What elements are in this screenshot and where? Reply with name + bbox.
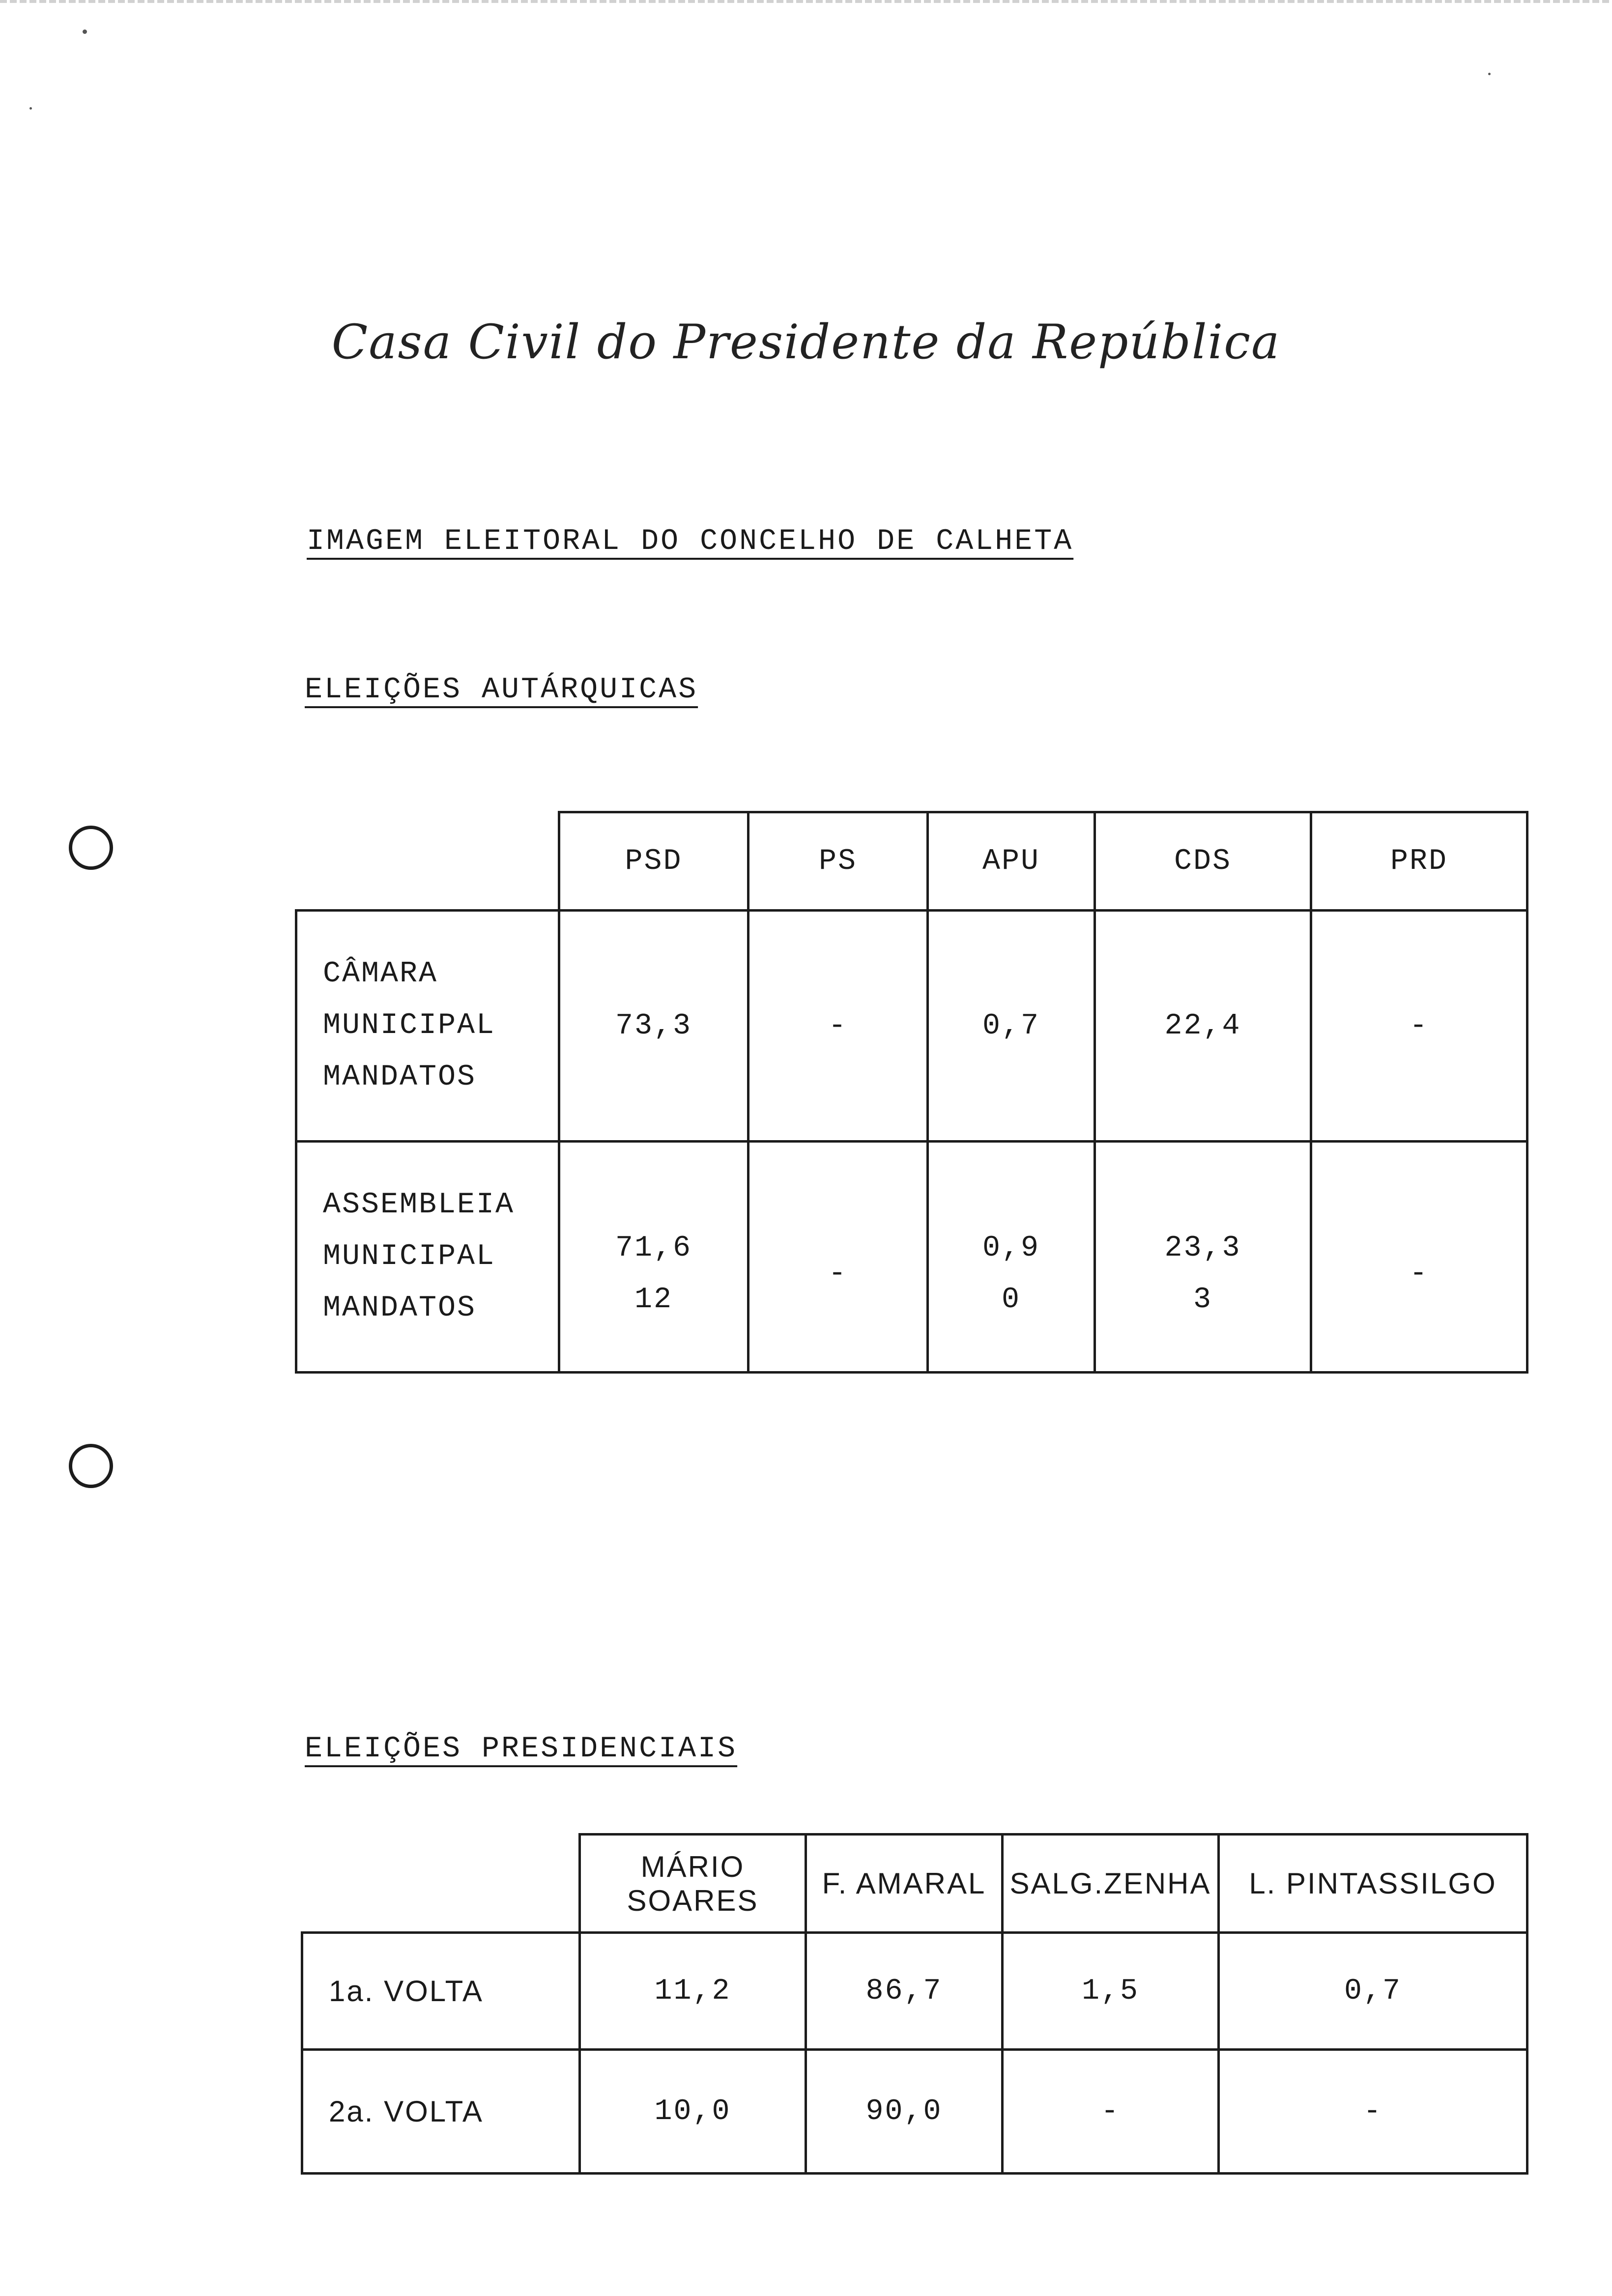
row-label-1a-volta: 1a. VOLTA	[302, 1933, 580, 2050]
cell-assembleia-prd	[1311, 1142, 1527, 1373]
cell-assembleia-psd	[559, 1142, 748, 1373]
table-corner	[296, 812, 559, 911]
cell-camara-prd	[1311, 911, 1527, 1142]
cell-percent: 0,9	[982, 1231, 1040, 1265]
cell-assembleia-ps	[748, 1142, 928, 1373]
row-label-line: MUNICIPAL	[323, 1009, 496, 1042]
scan-speck	[83, 29, 87, 34]
cell-mandatos: 0	[1001, 1283, 1021, 1317]
cell-percent: 23,3	[1164, 1231, 1241, 1265]
table-eleicoes-autarquicas	[295, 811, 1528, 1374]
scan-speck	[1488, 73, 1491, 75]
row-label-camara-municipal	[296, 911, 559, 1142]
column-header-apu: APU	[928, 812, 1095, 911]
cell-assembleia-apu	[928, 1142, 1095, 1373]
cell-percent: -	[828, 1009, 848, 1043]
row-label-line: CÂMARA	[323, 957, 438, 991]
column-header-ps: PS	[748, 812, 928, 911]
table-row-1a-volta	[302, 1933, 1527, 2050]
cell-1a-volta-mario-soares: 11,2	[580, 1933, 806, 2050]
cell-percent: -	[828, 1257, 848, 1291]
column-header-salg-zenha: SALG.ZENHA	[1003, 1835, 1219, 1933]
cell-camara-apu	[928, 911, 1095, 1142]
letterhead: Casa Civil do Presidente da República	[331, 315, 1281, 370]
row-label-line: MANDATOS	[323, 1292, 477, 1325]
table-eleicoes-presidenciais	[301, 1833, 1528, 2175]
table-row-camara-municipal	[296, 911, 1527, 1142]
cell-camara-cds	[1095, 911, 1311, 1142]
punch-hole-top	[69, 826, 113, 870]
table-header-row	[296, 812, 1527, 911]
table-header-row	[302, 1835, 1527, 1933]
punch-hole-bottom	[69, 1444, 113, 1488]
cell-percent: 71,6	[615, 1231, 692, 1265]
column-header-prd: PRD	[1311, 812, 1527, 911]
column-header-psd: PSD	[559, 812, 748, 911]
cell-1a-volta-salg-zenha: 1,5	[1003, 1933, 1219, 2050]
cell-1a-volta-l-pintassilgo: 0,7	[1219, 1933, 1527, 2050]
cell-percent: 73,3	[615, 1009, 692, 1043]
cell-2a-volta-mario-soares: 10,0	[580, 2050, 806, 2174]
row-label-assembleia-municipal	[296, 1142, 559, 1373]
cell-2a-volta-l-pintassilgo: -	[1219, 2050, 1527, 2174]
cell-2a-volta-salg-zenha: -	[1003, 2050, 1219, 2174]
section-heading-autarquicas: ELEIÇÕES AUTÁRQUICAS	[305, 673, 698, 707]
cell-percent: -	[1409, 1257, 1429, 1291]
cell-assembleia-cds	[1095, 1142, 1311, 1373]
section-heading-presidenciais: ELEIÇÕES PRESIDENCIAIS	[305, 1732, 738, 1766]
scan-speck	[29, 107, 32, 110]
table-corner	[302, 1835, 580, 1933]
cell-2a-volta-f-amaral: 90,0	[806, 2050, 1003, 2174]
row-label-line: MANDATOS	[323, 1061, 477, 1094]
cell-1a-volta-f-amaral: 86,7	[806, 1933, 1003, 2050]
cell-camara-ps	[748, 911, 928, 1142]
cell-mandatos: 3	[1193, 1283, 1212, 1317]
column-header-l-pintassilgo: L. PINTASSILGO	[1219, 1835, 1527, 1933]
cell-camara-psd	[559, 911, 748, 1142]
table-row-assembleia-municipal	[296, 1142, 1527, 1373]
row-label-line: ASSEMBLEIA	[323, 1188, 515, 1222]
table-row-2a-volta	[302, 2050, 1527, 2174]
row-label-line: MUNICIPAL	[323, 1240, 496, 1273]
cell-mandatos: 12	[634, 1283, 673, 1317]
document-title: IMAGEM ELEITORAL DO CONCELHO DE CALHETA	[307, 525, 1074, 558]
column-header-f-amaral: F. AMARAL	[806, 1835, 1003, 1933]
scan-top-edge	[0, 0, 1612, 3]
column-header-cds: CDS	[1095, 812, 1311, 911]
row-label-2a-volta: 2a. VOLTA	[302, 2050, 580, 2174]
column-header-mario-soares: MÁRIO SOARES	[580, 1835, 806, 1933]
cell-percent: -	[1409, 1009, 1429, 1043]
cell-percent: 22,4	[1164, 1009, 1241, 1043]
cell-percent: 0,7	[982, 1009, 1040, 1043]
